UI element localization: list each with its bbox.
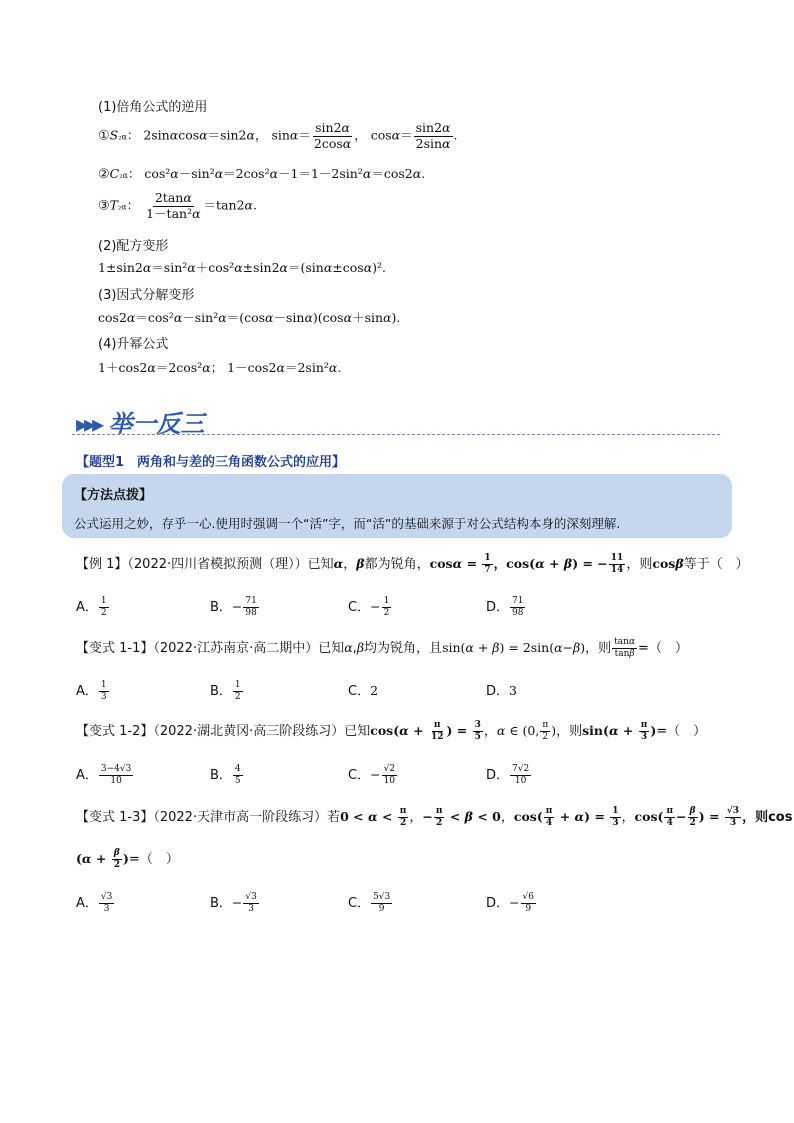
method-tip-body: 公式运用之妙，存乎一心.使用时强调一个“活”字，而“活”的基础来源于对公式结构本身的深刻理解. [74, 516, 621, 531]
variant-1-1-option-b[interactable]: B． $\frac{1}{2}$ [210, 680, 241, 702]
variant-1-3-option-c[interactable]: C． $\frac{5√3}{9}$ [348, 892, 391, 914]
formula-power: 1＋cos2α＝2cos²α； 1－cos2α＝2sin²α. [98, 360, 342, 375]
variant-1-3-option-b[interactable]: B．− $\frac{√3}{3}$ [210, 892, 257, 914]
heading-power-raising: (4)升幂公式 [98, 337, 169, 352]
variant-1-1-option-d[interactable]: D．3 [486, 683, 517, 699]
example-1-question: 【例 1】（2022·四川省模拟预测（理））已知α，β都为锐角，cosα = $\frac{1}{7}$ ，cos(α + β) = − $\frac{11}{14}$ ，则cosβ等于（ ） [76, 553, 749, 575]
circle-two-label: ② [98, 167, 110, 182]
variant-1-2-option-a[interactable]: A． $\frac{3-4√3}{10}$ [76, 764, 132, 786]
variant-1-2-option-b[interactable]: B． $\frac{4}{5}$ [210, 764, 241, 786]
question-type-title: 【题型1 两角和与差的三角函数公式的应用】 [76, 455, 346, 470]
method-tip-title: 【方法点拨】 [74, 488, 153, 503]
example-1-option-d[interactable]: D． $\frac{71}{98}$ [486, 596, 524, 618]
heading-complete-square: (2)配方变形 [98, 239, 169, 254]
variant-1-3-question: 【变式 1-3】（2022·天津市高一阶段练习）若0 < α < $\frac{\pi}{2}$ ，− $\frac{\pi}{2}$ < β < 0，cos( $\frac{\pi}{4}$ + α) = $\frac{1}{3}$ ，cos( $\frac{\pi}{4}$ − $\frac{\beta}{2}$ ) = $\frac{√3}{3}$ ，则cos [76, 806, 793, 828]
variant-1-3-option-a[interactable]: A． $\frac{√3}{3}$ [76, 892, 113, 914]
variant-1-1-option-c[interactable]: C．2 [348, 683, 379, 699]
example-1-option-a[interactable]: A． $\frac{1}{2}$ [76, 596, 107, 618]
heading-factorization: (3)因式分解变形 [98, 288, 195, 303]
formula-s2a: ①S₂α： 2sinαcosα＝sin2α， sinα＝ $\frac{\sin 2\alpha}{2\cos\alpha}$ ， cosα＝ $\frac{\sin 2\alpha}{2\sin\alpha}$ . [98, 120, 458, 151]
circle-three-label: ③ [98, 198, 110, 214]
variant-1-2-option-c[interactable]: C．− $\frac{√2}{10}$ [348, 764, 396, 786]
variant-1-3-question-cont: (α + $\frac{\beta}{2}$ )=（ ） [76, 848, 179, 870]
circle-one-label: ① [98, 128, 110, 144]
formula-t2a: ③T₂α： $\frac{2\tan\alpha}{\text{1－tan²α}}$ ＝tan2α. [98, 190, 257, 221]
variant-1-1-question: 【变式 1-1】（2022·江苏南京·高二期中）已知α,β均为锐角，且sin(α + β) = 2sin(α−β)，则 $\frac{\tan\alpha}{\tan\beta}$ =（ ） [76, 637, 688, 659]
banner-divider [72, 434, 720, 435]
heading-inverse-double-angle: (1)倍角公式的逆用 [98, 100, 208, 115]
variant-1-1-option-a[interactable]: A． $\frac{1}{3}$ [76, 680, 107, 702]
section-banner [72, 398, 722, 438]
formula-square: 1±sin2α＝sin²α＋cos²α±sin2α＝(sinα±cosα)². [98, 260, 387, 275]
example-1-option-b[interactable]: B．− $\frac{71}{98}$ [210, 596, 257, 618]
variant-1-3-option-d[interactable]: D．− $\frac{√6}{9}$ [486, 892, 534, 914]
formula-factor: cos2α＝cos²α－sin²α＝(cosα－sinα)(cosα＋sinα). [98, 310, 401, 325]
variant-1-2-question: 【变式 1-2】（2022·湖北黄冈·高三阶段练习）已知cos(α + $\frac{\pi}{12}$ ) = $\frac{3}{5}$ ，α ∈ (0, $\frac{\pi}{2}$ )，则sin(α + $\frac{\pi}{3}$ )=（ ） [76, 720, 707, 742]
method-tip-box [62, 474, 732, 538]
variant-1-2-option-d[interactable]: D． $\frac{7√2}{10}$ [486, 764, 530, 786]
example-1-option-c[interactable]: C．− $\frac{1}{2}$ [348, 596, 390, 618]
banner-title: ▸▸▸ 举一反三 [76, 409, 205, 438]
formula-c2a: ②C₂α： cos²α－sin²α＝2cos²α－1＝1－2sin²α＝cos2α. [98, 166, 426, 182]
